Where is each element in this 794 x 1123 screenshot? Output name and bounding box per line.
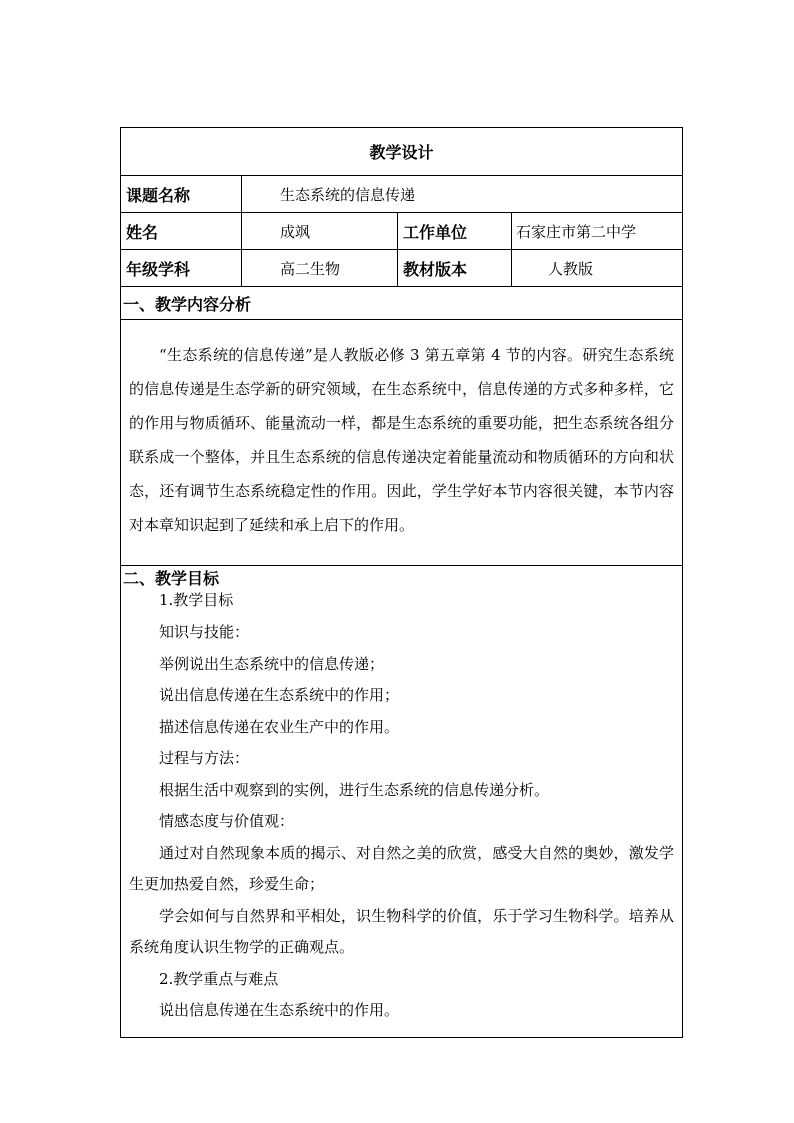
edition-value: 人教版 xyxy=(512,250,683,287)
goal-line: 知识与技能： xyxy=(159,623,250,641)
goal-line: 过程与方法： xyxy=(159,749,250,767)
table-title: 教学设计 xyxy=(121,128,683,176)
section1-paragraph: “生态系统的信息传递”是人教版必修 3 第五章第 4 节的内容。研究生态系统的信息传递是生态学新的研究领域，在生态系统中，信息传递的方式多种多样，它的作用与物质循环、能量流动一样，都是生态系统的重要功能，把生态系统各组分联系成一个整体，并且生态系统的信息传递决定着能量流动和物质循环的方向和状态，还有调节生态系统稳定性的作用。因此，学生学好本节内容很关键，本节内容对本章知识起到了延续和承上启下的作用。 xyxy=(129,346,675,534)
goal-line: 1.教学目标 xyxy=(159,591,234,609)
goal-line: 举例说出生态系统中的信息传递； xyxy=(159,654,385,673)
edition-label: 教材版本 xyxy=(398,250,512,287)
unit-label: 工作单位 xyxy=(398,213,512,250)
goal-line: 说出信息传递在生态系统中的作用； xyxy=(159,686,400,704)
goal-line: 学会如何与自然界和平相处，识生物科学的价值，乐于学习生物科学。培养从系统角度认识生物学的正确观点。 xyxy=(129,906,675,956)
goal-line: 描述信息传递在农业生产中的作用。 xyxy=(159,717,400,736)
lesson-design-table xyxy=(120,127,683,1038)
section1-content xyxy=(121,320,683,566)
section1-heading: 一、教学内容分析 xyxy=(121,287,683,320)
topic-label: 课题名称 xyxy=(121,176,242,213)
goal-line: 通过对自然现象本质的揭示、对自然之美的欣赏，感受大自然的奥妙，激发学生更加热爱自然，珍爱生命； xyxy=(129,843,675,893)
name-label: 姓名 xyxy=(121,213,242,250)
section2-heading: 二、教学目标 xyxy=(121,566,683,590)
name-value: 成飒 xyxy=(242,213,398,250)
grade-value: 高二生物 xyxy=(242,250,398,287)
grade-label: 年级学科 xyxy=(121,250,242,287)
goal-line: 说出信息传递在生态系统中的作用。 xyxy=(159,1001,400,1019)
section2-content xyxy=(121,589,683,1037)
topic-value: 生态系统的信息传递 xyxy=(242,176,683,213)
goal-line: 根据生活中观察到的实例，进行生态系统的信息传递分析。 xyxy=(159,780,550,799)
goal-line: 情感态度与价值观： xyxy=(159,812,295,830)
goal-line: 2.教学重点与难点 xyxy=(159,969,279,988)
unit-value: 石家庄市第二中学 xyxy=(512,213,683,250)
